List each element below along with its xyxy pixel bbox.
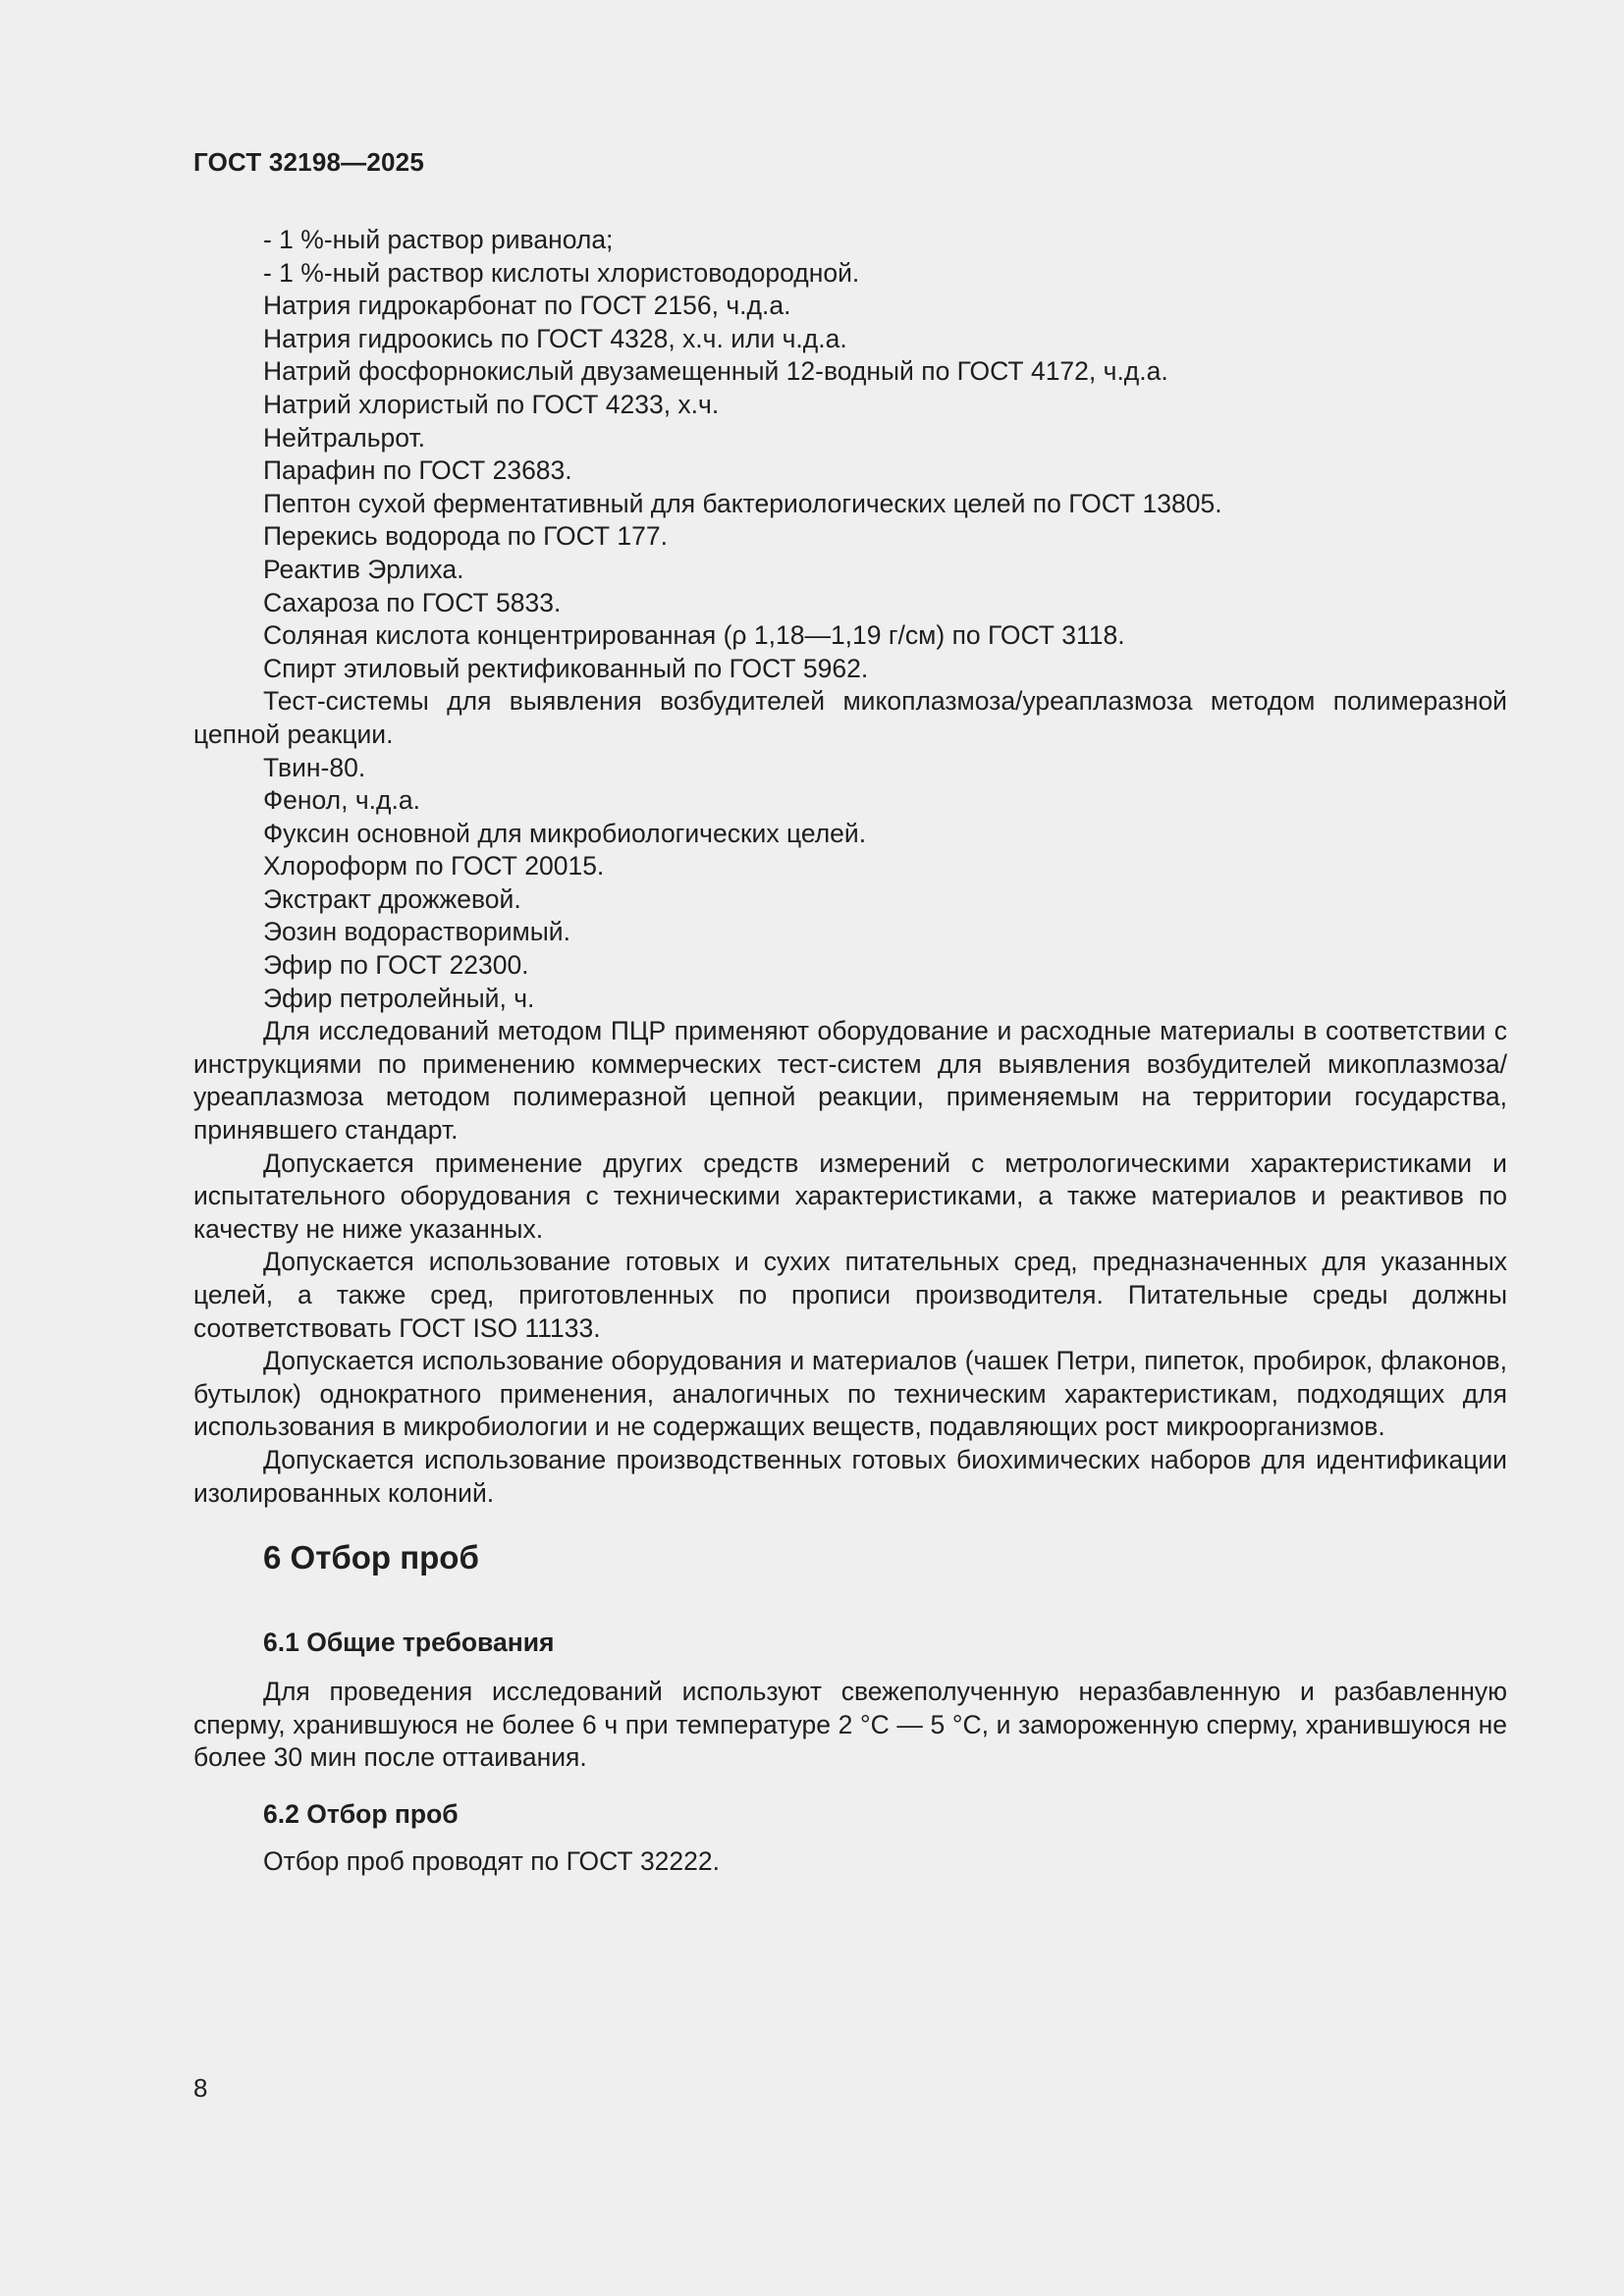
list-item: - 1 %-ный раствор кислоты хлористоводородной. bbox=[263, 257, 860, 288]
list-item: - 1 %-ный раствор риванола; bbox=[263, 225, 614, 254]
reagent-line: Фуксин основной для микробиологических целей. bbox=[263, 818, 867, 848]
paragraph: Допускается использование готовых и сухих питательных сред, предназначенных для указанных целей, а также сред, приготовленных по прописи производителя. Питательные среды должны соответствовать ГОСТ ISO 11133. bbox=[193, 1247, 1507, 1343]
reagent-line: Хлороформ по ГОСТ 20015. bbox=[263, 851, 605, 881]
reagent-line: Парафин по ГОСТ 23683. bbox=[263, 455, 572, 486]
document-body bbox=[193, 224, 1507, 1510]
subsection-title: 6.1 Общие требования bbox=[263, 1628, 555, 1657]
reagent-line: Соляная кислота концентрированная (ρ 1,18—1,19 г/см) по ГОСТ 3118. bbox=[263, 620, 1125, 651]
paragraph: Допускается использование оборудования и материалов (чашек Петри, пипеток, пробирок, флаконов, бутылок) однократного применения, аналогичных по техническим характеристикам, подходящих для использования в микробиологии и не содержащих веществ, подавляющих рост микроорганизмов. bbox=[193, 1346, 1507, 1442]
reagent-line: Натрий фосфорнокислый двузамещенный 12-водный по ГОСТ 4172, ч.д.а. bbox=[263, 356, 1168, 387]
reagent-line: Реактив Эрлиха. bbox=[263, 554, 464, 584]
document-header: ГОСТ 32198—2025 bbox=[193, 147, 424, 177]
paragraph: Для исследований методом ПЦР применяют оборудование и расходные материалы в соответствии с инструкциями по применению коммерческих тест-систем для выявления возбудителей микоплазмоза/уреаплазмоза методом полимеразной цепной реакции, применяемым на территории государства, принявшего стандарт. bbox=[193, 1016, 1507, 1146]
reagent-line: Перекись водорода по ГОСТ 177. bbox=[263, 521, 668, 552]
reagent-line: Нейтральрот. bbox=[263, 422, 426, 453]
reagent-line: Экстракт дрожжевой. bbox=[263, 883, 521, 914]
reagent-line: Эфир по ГОСТ 22300. bbox=[263, 950, 529, 981]
reagent-line: Спирт этиловый ректификованный по ГОСТ 5962. bbox=[263, 653, 869, 683]
reagent-line: Натрия гидрокарбонат по ГОСТ 2156, ч.д.а. bbox=[263, 291, 791, 321]
reagent-line: Сахароза по ГОСТ 5833. bbox=[263, 587, 562, 617]
paragraph: Допускается использование производственных готовых биохимических наборов для идентификации изолированных колоний. bbox=[193, 1444, 1507, 1508]
subsection-title: 6.2 Отбор проб bbox=[263, 1799, 459, 1829]
reagent-line: Натрий хлористый по ГОСТ 4233, х.ч. bbox=[263, 389, 720, 419]
reagent-line: Натрия гидроокись по ГОСТ 4328, х.ч. или ч.д.а. bbox=[263, 323, 847, 353]
reagent-line: Тест-системы для выявления возбудителей микоплазмоза/уреаплазмоза методом полимеразной цепной реакции. bbox=[193, 686, 1507, 749]
paragraph: Для проведения исследований используют свежеполученную неразбавленную и разбавленную сперму, хранившуюся не более 6 ч при температуре 2 °С — 5 °С, и замороженную сперму, хранившуюся не более 30 мин после оттаивания. bbox=[193, 1677, 1507, 1773]
reagent-line: Фенол, ч.д.а. bbox=[263, 785, 420, 816]
paragraph: Отбор проб проводят по ГОСТ 32222. bbox=[263, 1846, 720, 1876]
reagent-line: Твин-80. bbox=[263, 752, 366, 782]
page-number: 8 bbox=[193, 2073, 208, 2103]
reagent-line: Пептон сухой ферментативный для бактериологических целей по ГОСТ 13805. bbox=[263, 488, 1222, 518]
paragraph: Допускается применение других средств измерений с метрологическими характеристиками и испытательного оборудования с техническими характеристиками, а также материалов и реактивов по качеству не ниже указанных. bbox=[193, 1148, 1507, 1244]
reagent-line: Эозин водорастворимый. bbox=[263, 917, 570, 947]
section-title: 6 Отбор проб bbox=[263, 1539, 479, 1575]
reagent-line: Эфир петролейный, ч. bbox=[263, 983, 535, 1013]
